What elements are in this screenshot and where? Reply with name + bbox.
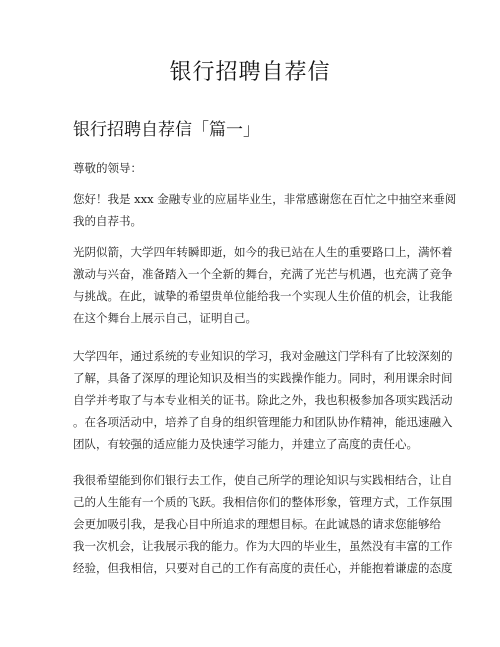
salutation: 尊敬的领导：: [73, 161, 142, 175]
paragraph-line: 我一次机会，让我展示我的能力。作为大四的毕业生，虽然没有丰富的工作: [73, 539, 453, 553]
paragraph-line: 在这个舞台上展示自己，证明自己。: [73, 311, 257, 325]
paragraph-line: 光阴似箭，大学四年转瞬即逝，如今的我已站在人生的重要路口上，满怀着: [73, 245, 453, 259]
paragraph-line: 团队，有较强的适应能力及快速学习能力，并建立了高度的责任心。: [73, 437, 418, 451]
paragraph-motivation: [73, 241, 453, 329]
paragraph-line: 大学四年，通过系统的专业知识的学习，我对金融这门学科有了比较深刻的: [73, 349, 453, 363]
paragraph-line: 我很希望能到你们银行去工作，使自己所学的理论知识与实践相结合，让自: [73, 473, 453, 487]
paragraph-line: 了解，具备了深厚的理论知识及相当的实践操作能力。同时，利用课余时间: [73, 371, 453, 385]
paragraph-education: [73, 345, 453, 455]
paragraph-line: 自学并考取了与本专业相关的证书。除此之外，我也积极参加各项实践活动: [73, 393, 453, 407]
paragraph-line: 激动与兴奋，准备踏入一个全新的舞台，充满了光芒与机遇，也充满了竞争: [73, 267, 453, 281]
paragraph-line: 您好！我是 xxx 金融专业的应届毕业生，非常感谢您在百忙之中抽空来垂阅: [73, 192, 457, 206]
paragraph-line: 与挑战。在此，诚挚的希望贵单位能给我一个实现人生价值的机会，让我能: [73, 289, 453, 303]
paragraph-line: 己的人生能有一个质的飞跃。我相信你们的整体形象，管理方式，工作氛围: [73, 495, 453, 509]
paragraph-line: 经验，但我相信，只要对自己的工作有高度的责任心，并能抱着谦虚的态度: [73, 561, 453, 575]
paragraph-introduction: [73, 188, 457, 232]
document-title: 银行招聘自荐信: [169, 60, 331, 85]
paragraph-line: 会更加吸引我，是我心目中所追求的理想目标。在此诚恳的请求您能够给: [73, 517, 441, 531]
paragraph-line: 。在各项活动中，培养了自身的组织管理能力和团队协作精神，能迅速融入: [73, 415, 453, 429]
paragraph-aspiration: [73, 469, 453, 579]
paragraph-line: 我的自荐书。: [73, 214, 142, 228]
section-heading: 银行招聘自荐信「篇一」: [73, 120, 260, 140]
